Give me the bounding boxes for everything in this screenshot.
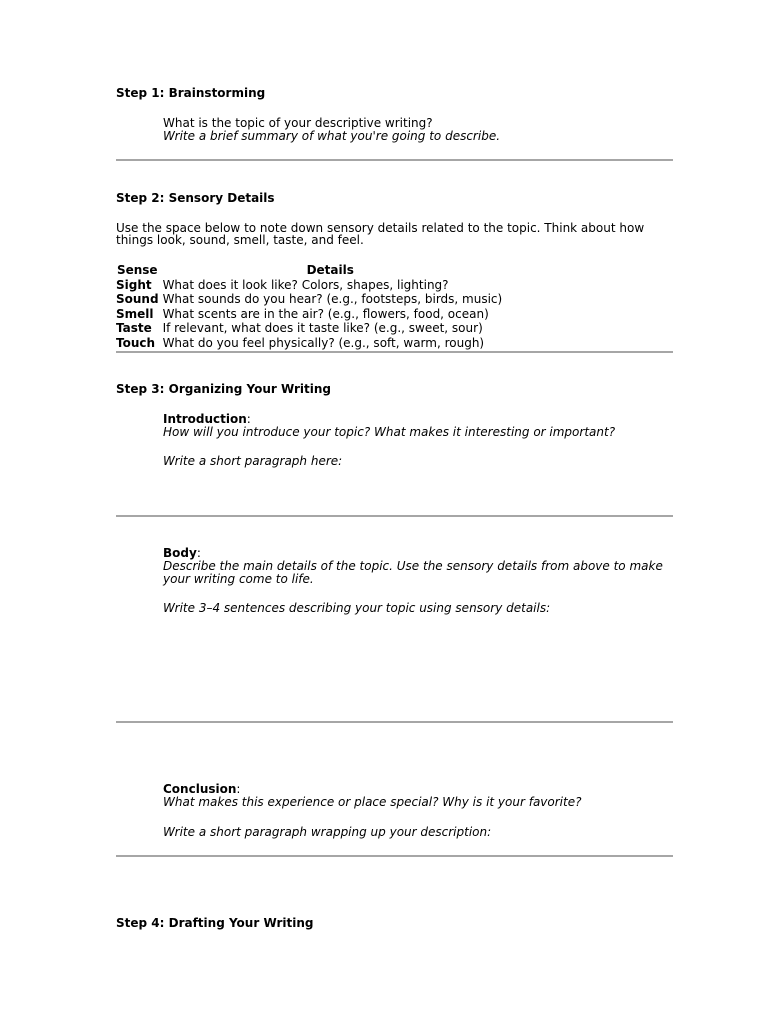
details-cell: If relevant, what does it taste like? (e.g., sweet, sour) — [162, 321, 483, 336]
table-row — [114, 278, 504, 293]
column-header-details: Details — [306, 263, 354, 277]
step3-heading: Step 3: Organizing Your Writing — [116, 382, 331, 396]
body-description-line1: Describe the main details of the topic. Use the sensory details from above to make — [163, 559, 663, 573]
conclusion-prompt: Write a short paragraph wrapping up your description: — [163, 825, 492, 839]
conclusion-colon: : — [236, 782, 241, 796]
table-row — [114, 336, 504, 351]
body-label: Body — [163, 546, 197, 560]
introduction-label: Introduction — [163, 412, 247, 426]
sense-cell: Touch — [116, 335, 156, 350]
details-cell: What do you feel physically? (e.g., soft, warm, rough) — [162, 335, 485, 350]
divider — [116, 159, 673, 161]
details-cell: What scents are in the air? (e.g., flowers, food, ocean) — [162, 306, 489, 321]
introduction-prompt: Write a short paragraph here: — [163, 454, 343, 468]
sensory-details-table — [114, 263, 504, 351]
step2-intro-line2: things look, sound, smell, taste, and feel. — [116, 233, 364, 247]
introduction-question: How will you introduce your topic? What makes it interesting or important? — [163, 425, 616, 439]
body-prompt: Write 3–4 sentences describing your topic using sensory details: — [163, 601, 551, 615]
step1-heading: Step 1: Brainstorming — [116, 86, 266, 100]
details-cell: What sounds do you hear? (e.g., footsteps, birds, music) — [162, 292, 503, 307]
step2-intro-line1: Use the space below to note down sensory details related to the topic. Think about how — [116, 221, 645, 235]
divider — [116, 855, 673, 857]
details-cell: What does it look like? Colors, shapes, lighting? — [162, 277, 449, 292]
conclusion-question: What makes this experience or place special? Why is it your favorite? — [163, 795, 582, 809]
sense-cell: Smell — [116, 306, 154, 321]
sense-cell: Taste — [116, 321, 152, 336]
table-header-row — [114, 263, 504, 278]
divider — [116, 515, 673, 517]
step1-prompt: Write a brief summary of what you're going to describe. — [163, 129, 501, 143]
body-colon: : — [196, 546, 201, 560]
step4-heading: Step 4: Drafting Your Writing — [116, 916, 314, 930]
introduction-label-line — [163, 412, 251, 426]
introduction-colon: : — [246, 412, 251, 426]
divider — [116, 351, 673, 353]
table-row — [114, 292, 504, 307]
divider — [116, 721, 673, 723]
conclusion-label-line — [163, 782, 240, 796]
step2-heading: Step 2: Sensory Details — [116, 191, 275, 205]
step1-question: What is the topic of your descriptive writing? — [163, 116, 433, 130]
column-header-sense: Sense — [116, 263, 158, 277]
table-row — [114, 307, 504, 322]
sense-cell: Sound — [116, 292, 159, 307]
body-description-line2: your writing come to life. — [163, 572, 314, 586]
table-row — [114, 321, 504, 336]
sense-cell: Sight — [116, 277, 152, 292]
conclusion-label: Conclusion — [163, 782, 237, 796]
body-label-line — [163, 546, 201, 560]
